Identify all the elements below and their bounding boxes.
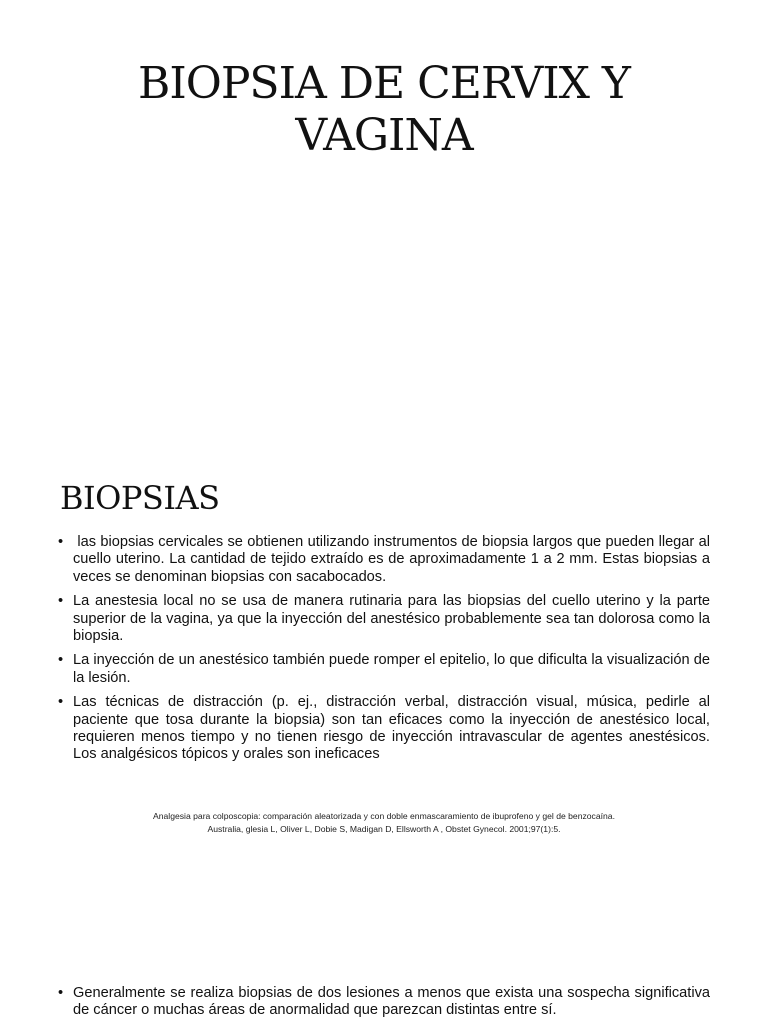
bullet-icon: • bbox=[58, 593, 64, 610]
list-item bbox=[58, 694, 710, 764]
bullet-text: Las técnicas de distracción (p. ej., distracción verbal, distracción visual, música, pedirle al paciente que tosa durante la biopsia) son tan eficaces como la inyección de anestésico local, requieren menos tiempo y no tienen riesgo de inyección intravascular de agentes anestésicos. Los analgésicos tópicos y orales son ineficaces bbox=[73, 694, 710, 763]
title-line-2: VAGINA bbox=[295, 110, 473, 161]
bullet-icon: • bbox=[58, 652, 64, 669]
citation-line-1: Analgesia para colposcopia: comparación aleatorizada y con doble enmascaramiento de ibuprofeno y gel de benzocaína. bbox=[153, 811, 615, 821]
bullet-icon: • bbox=[58, 534, 64, 550]
title-line-1: BIOPSIA DE CERVIX Y bbox=[138, 58, 630, 109]
bullet-icon: • bbox=[58, 694, 64, 711]
bullet-icon: • bbox=[58, 985, 64, 1001]
citation-line-2: Australia, glesia L, Oliver L, Dobie S, Madigan D, Ellsworth A , Obstet Gynecol. 2001;97(1):5. bbox=[207, 824, 561, 834]
citation bbox=[40, 810, 728, 836]
list-item bbox=[58, 985, 710, 1020]
bullet-list bbox=[58, 534, 715, 771]
bullet-text: La anestesia local no se usa de manera rutinaria para las biopsias del cuello uterino y la parte superior de la vagina, ya que la inyección del anestésico probablemente sea tan dolorosa como la biopsia. bbox=[73, 593, 710, 645]
section-heading: BIOPSIAS bbox=[60, 479, 220, 517]
page-title bbox=[40, 58, 728, 162]
bullet-text: Generalmente se realiza biopsias de dos lesiones a menos que exista una sospecha significativa de cáncer o muchas áreas de anormalidad que parezcan distintas entre sí. bbox=[73, 985, 710, 1019]
bullet-text: La inyección de un anestésico también puede romper el epitelio, lo que dificulta la visualización de la lesión. bbox=[73, 652, 710, 686]
bullet-text: las biopsias cervicales se obtienen utilizando instrumentos de biopsia largos que pueden llegar al cuello uterino. La cantidad de tejido extraído es de aproximadamente 1 a 2 mm. Estas biopsias a veces se denominan biopsias con sacabocados. bbox=[73, 534, 715, 585]
list-item bbox=[58, 593, 710, 645]
list-item bbox=[58, 652, 710, 687]
bottom-bullet-list bbox=[58, 985, 710, 1027]
list-item bbox=[58, 534, 715, 586]
